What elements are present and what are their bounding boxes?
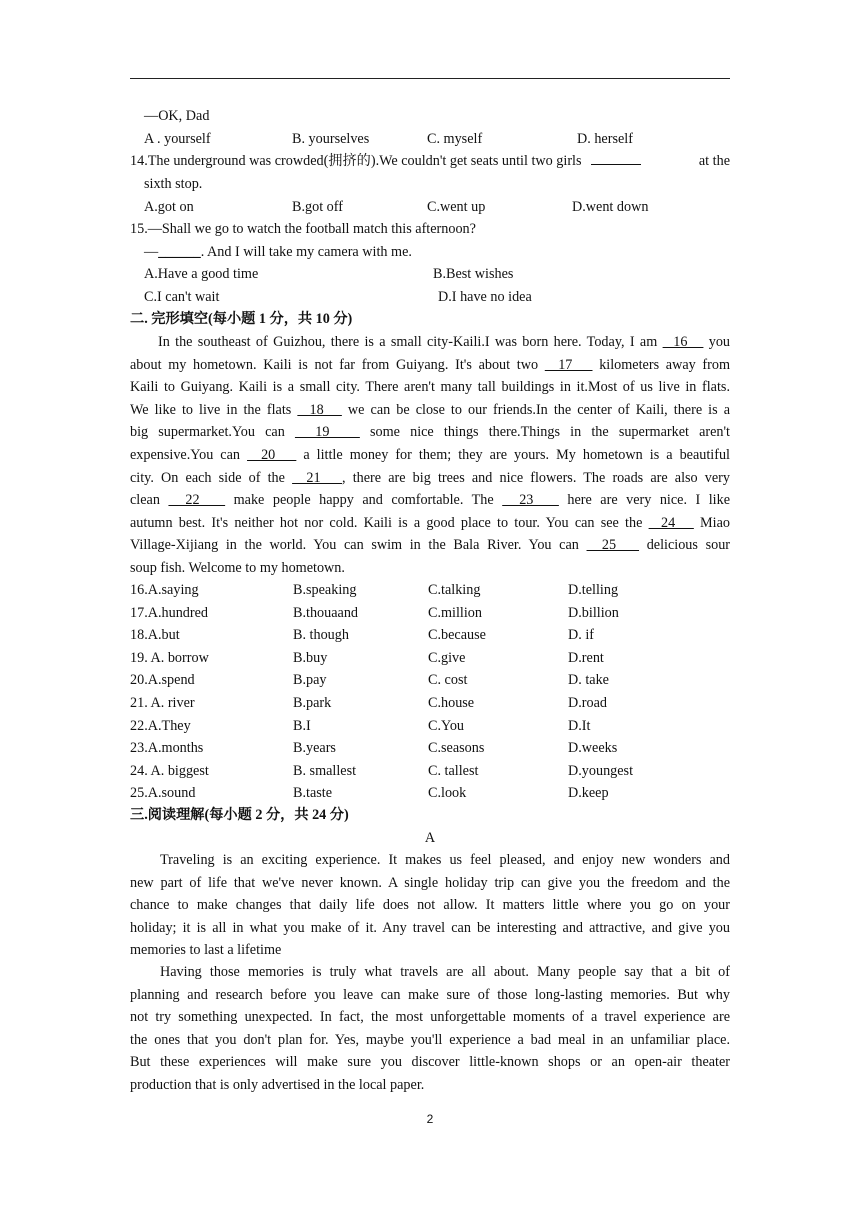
paragraph-line: planning and research before you leave can make sure of those long-lasting memories. But why — [130, 986, 730, 1003]
cloze-blank-18: 18 — [297, 401, 342, 418]
q15-option-c[interactable]: C.I can't wait — [144, 289, 220, 305]
cloze-option[interactable]: 23.A.months — [130, 740, 204, 757]
cloze-option[interactable]: D.It — [568, 717, 591, 734]
q15-stem: 15.—Shall we go to watch the football match this afternoon? — [130, 221, 476, 237]
cloze-option[interactable]: 18.A.but — [130, 627, 180, 644]
cloze-option[interactable]: B. smallest — [293, 762, 357, 779]
paragraph-line: holiday; it is all in what you make of it. Any travel can be interesting and attractive, and give you — [130, 919, 730, 936]
cloze-option[interactable]: D.weeks — [568, 740, 618, 757]
cloze-option[interactable]: B.years — [293, 740, 336, 757]
page-number: 2 — [426, 1112, 434, 1126]
cloze-option[interactable]: C.house — [428, 695, 475, 711]
q15-reply: —______. And I will take my camera with me. — [144, 244, 412, 260]
cloze-line: Village-Xijiang in the world. You can swim in the Bala River. You can 25 delicious sour — [130, 537, 731, 554]
cloze-line: Kaili to Guiyang. Kaili is a small city. There aren't many tall buildings in it.Most of us live in flats. — [130, 379, 730, 396]
header-rule — [130, 78, 730, 79]
q13-reply: —OK, Dad — [144, 108, 210, 124]
cloze-line: In the southeast of Guizhou, there is a small city-Kaili.I was born here. Today, I am 16 you — [158, 334, 731, 350]
q14-blank — [591, 150, 641, 165]
cloze-line: soup fish. Welcome to my hometown. — [130, 560, 345, 576]
q14-option-b[interactable]: B.got off — [292, 199, 343, 215]
cloze-option[interactable]: 22.A.They — [130, 717, 191, 734]
q13-option-c[interactable]: C. myself — [427, 131, 483, 147]
cloze-option[interactable]: C.seasons — [428, 740, 485, 757]
cloze-option[interactable]: 16.A.saying — [130, 582, 199, 598]
cloze-option[interactable]: D.keep — [568, 785, 609, 802]
cloze-blank-19: 19 — [294, 424, 360, 441]
cloze-option[interactable]: 19. A. borrow — [130, 649, 209, 666]
cloze-blank-24: 24 — [648, 514, 694, 531]
cloze-option[interactable]: D. if — [568, 627, 595, 644]
cloze-option[interactable]: 20.A.spend — [130, 672, 195, 689]
cloze-line: We like to live in the flats 18 we can be close to our friends.In the center of Kaili, there is a — [130, 401, 731, 418]
cloze-line: about my hometown. Kaili is not far from Guiyang. It's about two 17 kilometers away from — [130, 356, 731, 373]
cloze-option[interactable]: B.speaking — [293, 582, 357, 598]
cloze-blank-25: 25 — [586, 537, 640, 554]
q14-option-d[interactable]: D.went down — [572, 199, 649, 215]
section2-title: 二. 完形填空(每小题 1 分，共 10 分) — [130, 311, 353, 327]
cloze-blank-17: 17 — [544, 356, 593, 373]
cloze-option[interactable]: 25.A.sound — [130, 785, 196, 802]
cloze-option[interactable]: D.rent — [568, 649, 604, 666]
cloze-blank-16: 16 — [662, 334, 704, 350]
cloze-blank-22: 22 — [168, 492, 226, 509]
q13-option-a[interactable]: A . yourself — [144, 131, 211, 147]
paragraph-line: not try something unexpected. In fact, the most unforgettable moments of a travel experience are — [130, 1009, 730, 1026]
q14-option-a[interactable]: A.got on — [144, 199, 194, 215]
cloze-option[interactable]: D.billion — [568, 604, 619, 621]
paragraph-line: chance to make changes that daily life does not allow. It matters little where you go on your — [130, 897, 730, 914]
paragraph-line: the ones that you don't plan for. Yes, maybe you'll experience a bad meal in an unfamiliar place. — [130, 1031, 730, 1048]
q15-option-d[interactable]: D.I have no idea — [438, 289, 532, 305]
cloze-blank-23: 23 — [502, 492, 559, 509]
q13-option-b[interactable]: B. yourselves — [292, 131, 370, 147]
q15-blank: ______ — [158, 244, 201, 260]
passage-label: A — [424, 830, 436, 846]
cloze-option[interactable]: C.million — [428, 604, 482, 621]
cloze-option[interactable]: C. tallest — [428, 762, 479, 779]
q13-option-d[interactable]: D. herself — [577, 131, 633, 147]
cloze-line: expensive.You can 20 a little money for them; they are yours. My hometown is a beautiful — [130, 447, 730, 463]
cloze-blank-21: 21 — [292, 469, 343, 486]
paragraph-line: production that is only advertised in the local paper. — [130, 1077, 425, 1093]
cloze-option[interactable]: B. though — [293, 627, 349, 644]
section3-title: 三.阅读理解(每小题 2 分，共 24 分) — [130, 807, 349, 823]
cloze-option[interactable]: C.You — [428, 717, 465, 734]
cloze-blank-20: 20 — [247, 447, 297, 463]
cloze-option[interactable]: 24. A. biggest — [130, 762, 209, 779]
cloze-line: city. On each side of the 21 , there are big trees and nice flowers. The roads are also very — [130, 469, 730, 486]
q15-option-a[interactable]: A.Have a good time — [144, 266, 259, 282]
cloze-option[interactable]: B.buy — [293, 649, 328, 666]
paragraph-line: Having those memories is truly what travels are all about. Many people say that a bit of — [160, 964, 730, 980]
cloze-option[interactable]: D.telling — [568, 582, 619, 598]
q14-stem-line2: sixth stop. — [144, 176, 203, 192]
cloze-option[interactable]: D. take — [568, 672, 609, 689]
paragraph-line: memories to last a lifetime — [130, 942, 282, 959]
paragraph-line: new part of life that we've never known. A single holiday trip can give you the freedom and the — [130, 874, 730, 891]
cloze-line: autumn best. It's neither hot nor cold. Kaili is a good place to tour. You can see the 24 Miao — [130, 514, 731, 531]
paragraph-line: But these experiences will make sure you discover little-known shops or an open-air theater — [130, 1054, 730, 1071]
cloze-option[interactable]: C.talking — [428, 582, 481, 598]
q15-option-b[interactable]: B.Best wishes — [433, 266, 514, 282]
cloze-option[interactable]: C.because — [428, 627, 486, 644]
cloze-line: clean 22 make people happy and comfortable. The 23 here are very nice. I like — [130, 492, 730, 509]
cloze-option[interactable]: C. cost — [428, 672, 468, 689]
cloze-option[interactable]: B.I — [293, 717, 311, 734]
cloze-option[interactable]: B.pay — [293, 672, 327, 689]
cloze-option[interactable]: 17.A.hundred — [130, 604, 209, 621]
cloze-option[interactable]: B.thouaand — [293, 604, 359, 621]
cloze-option[interactable]: B.taste — [293, 785, 333, 802]
cloze-option[interactable]: D.youngest — [568, 762, 634, 779]
cloze-line: big supermarket.You can 19 some nice things there.Things in the supermarket aren't — [130, 424, 730, 441]
cloze-option[interactable]: C.look — [428, 785, 467, 802]
cloze-option[interactable]: C.give — [428, 649, 466, 666]
cloze-option[interactable]: D.road — [568, 695, 608, 711]
q14-option-c[interactable]: C.went up — [427, 199, 486, 215]
cloze-option[interactable]: 21. A. river — [130, 695, 195, 711]
paragraph-line: Traveling is an exciting experience. It makes us feel pleased, and enjoy new wonders and — [160, 852, 730, 868]
cloze-option[interactable]: B.park — [293, 695, 332, 711]
q14-stem: 14.The underground was crowded(拥挤的).We couldn't get seats until two girls at the — [130, 150, 730, 173]
